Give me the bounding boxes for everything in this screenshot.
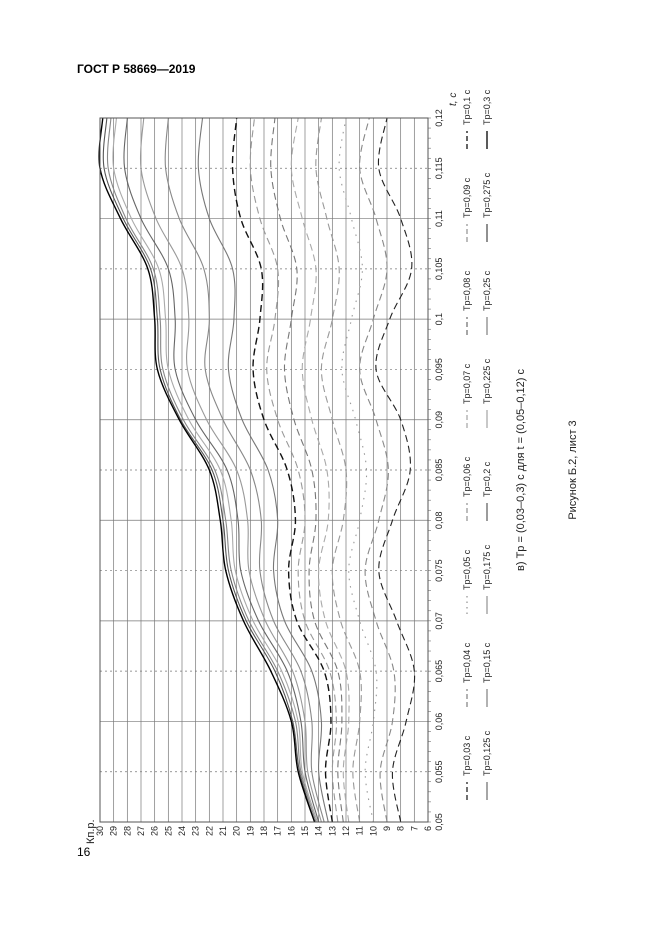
y-tick-label: 26 xyxy=(149,826,160,837)
x-tick-label: 0,12 xyxy=(434,109,444,127)
series-line xyxy=(316,118,362,822)
y-tick-label: 29 xyxy=(108,826,119,837)
y-tick-label: 30 xyxy=(95,826,105,837)
x-tick-label: 0,115 xyxy=(434,157,444,180)
legend-label: Tр=0,08 с xyxy=(462,270,472,311)
y-tick-label: 16 xyxy=(286,826,297,837)
y-tick-label: 23 xyxy=(190,826,201,837)
figure-caption: в) Tр = (0,03–0,3) с для t = (0,05–0,12) с xyxy=(515,369,527,571)
y-tick-label: 18 xyxy=(259,826,269,837)
x-tick-label: 0,105 xyxy=(434,257,444,281)
document-header: ГОСТ Р 58669—2019 xyxy=(77,62,196,76)
x-tick-label: 0,09 xyxy=(434,410,444,429)
x-tick-label: 0,065 xyxy=(434,659,444,683)
legend-label: Tр=0,175 с xyxy=(482,544,492,590)
y-tick-label: 24 xyxy=(177,826,187,837)
x-tick-label: 0,055 xyxy=(434,760,444,783)
x-tick-label: 0,06 xyxy=(434,712,444,731)
y-tick-label: 8 xyxy=(395,826,406,832)
y-tick-label: 21 xyxy=(218,826,228,837)
x-tick-label: 0,08 xyxy=(434,511,444,530)
legend-label: Tр=0,06 с xyxy=(462,456,472,497)
x-tick-label: 0,1 xyxy=(434,312,444,326)
y-tick-label: 11 xyxy=(354,826,365,836)
y-tick-label: 20 xyxy=(231,826,242,837)
y-tick-label: 15 xyxy=(300,826,310,837)
x-tick-label: 0,11 xyxy=(434,210,444,228)
legend-label: Tр=0,225 с xyxy=(482,358,492,404)
y-axis-label: Кп.р. xyxy=(85,819,97,844)
x-tick-label: 0,07 xyxy=(434,612,444,630)
x-tick-label: 0,085 xyxy=(434,458,444,482)
legend-label: Tр=0,09 с xyxy=(462,177,472,218)
y-tick-label: 14 xyxy=(313,826,324,837)
legend-label: Tр=0,1 с xyxy=(462,89,472,125)
legend-label: Tр=0,07 с xyxy=(462,363,472,404)
y-tick-label: 27 xyxy=(136,826,146,837)
series-line xyxy=(232,118,332,822)
y-tick-label: 12 xyxy=(341,826,351,837)
legend-label: Tр=0,125 с xyxy=(482,730,492,776)
legend-label: Tр=0,03 с xyxy=(462,735,472,776)
grid xyxy=(100,118,428,822)
legend-label: Tр=0,25 с xyxy=(482,270,492,311)
legend-label: Tр=0,275 с xyxy=(482,172,492,218)
legend-label: Tр=0,15 с xyxy=(482,642,492,683)
y-tick-label: 22 xyxy=(204,826,215,837)
legend-label: Tр=0,2 с xyxy=(482,461,492,497)
y-tick-label: 7 xyxy=(409,826,420,832)
series-line xyxy=(360,118,396,822)
x-tick-label: 0,095 xyxy=(434,358,444,381)
x-tick-label: 0,075 xyxy=(434,559,444,582)
x-axis-label: t, с xyxy=(448,92,459,106)
series-line xyxy=(198,118,328,822)
y-tick-label: 9 xyxy=(382,826,392,832)
y-tick-label: 25 xyxy=(163,826,174,837)
y-tick-label: 10 xyxy=(368,826,379,837)
legend-label: Tр=0,3 с xyxy=(482,89,492,125)
legend-label: Tр=0,04 с xyxy=(462,642,472,683)
figure-title: Рисунок Б.2, лист 3 xyxy=(567,420,579,520)
y-tick-label: 6 xyxy=(423,826,433,832)
x-tick-label: 0,05 xyxy=(434,813,444,831)
page-number: 16 xyxy=(77,845,91,859)
y-tick-label: 28 xyxy=(122,826,133,837)
legend xyxy=(462,89,492,800)
y-tick-label: 13 xyxy=(327,826,338,837)
legend-label: Tр=0,05 с xyxy=(462,549,472,590)
y-tick-label: 19 xyxy=(245,826,256,837)
y-tick-label: 17 xyxy=(272,826,283,837)
